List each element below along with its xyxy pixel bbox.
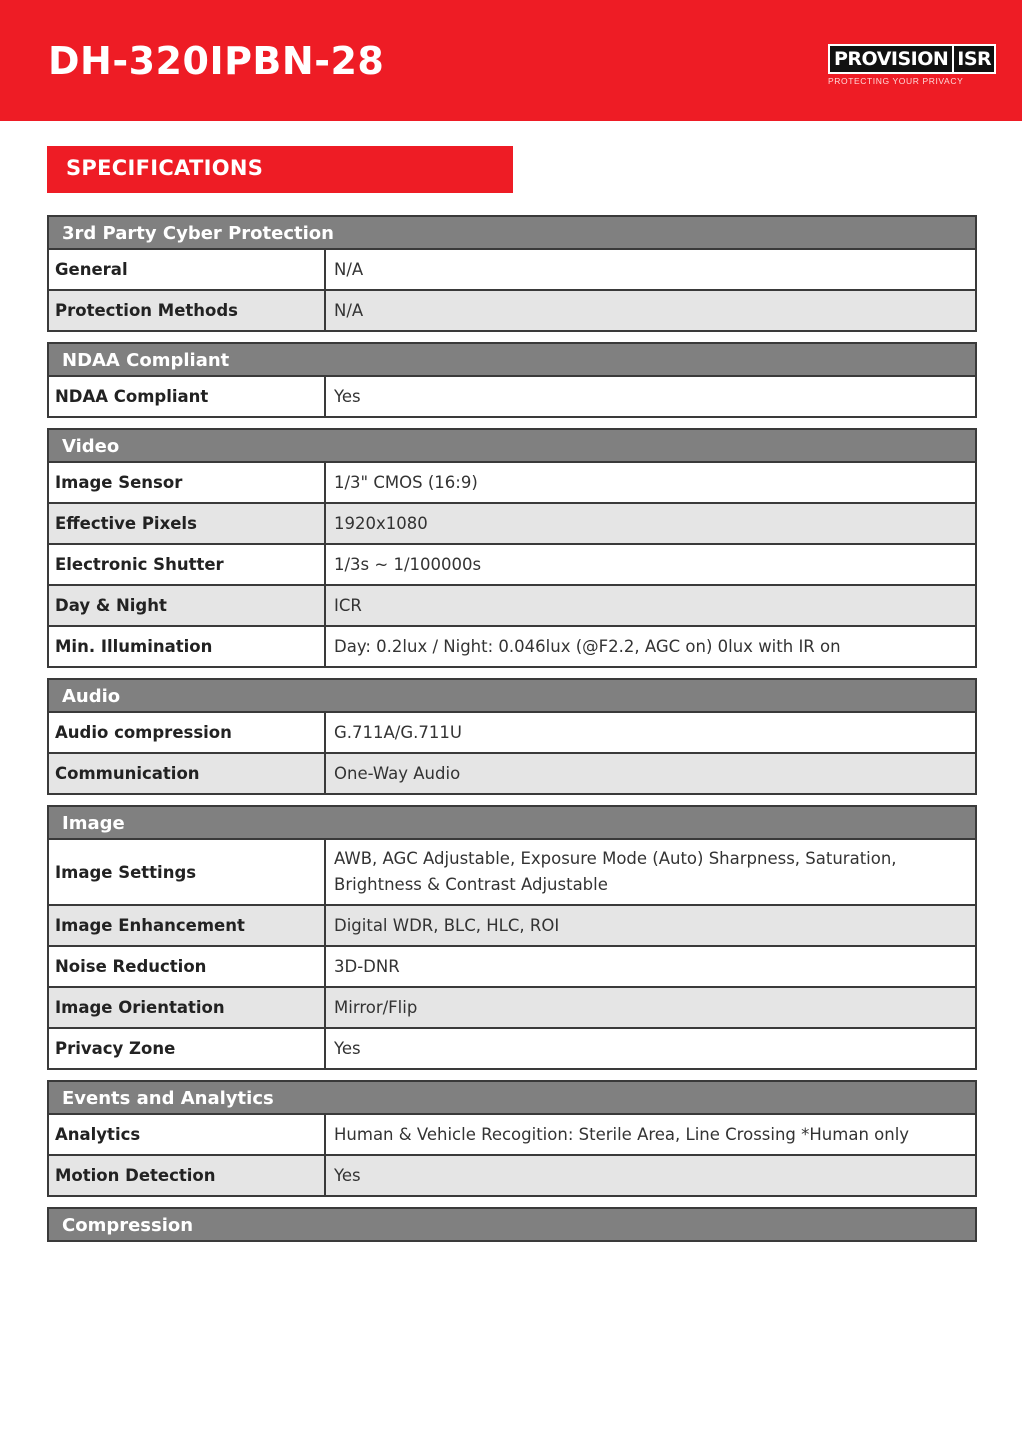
spec-label: Motion Detection: [49, 1156, 326, 1195]
spec-section: [47, 678, 977, 795]
spec-value: Yes: [334, 1165, 361, 1185]
spec-label: Analytics: [49, 1115, 326, 1154]
spec-value: 1920x1080: [334, 513, 428, 533]
spec-label: Image Enhancement: [49, 906, 326, 945]
spec-row: [47, 250, 977, 291]
spec-row: [47, 713, 977, 754]
section-header: Audio: [47, 678, 977, 713]
spec-value: N/A: [334, 300, 364, 320]
spec-section: [47, 342, 977, 418]
spec-value: Human & Vehicle Recogition: Sterile Area, Line Crossing *Human only: [334, 1124, 910, 1144]
spec-value: Mirror/Flip: [334, 997, 418, 1017]
spec-tables: [47, 215, 977, 1252]
spec-row: [47, 627, 977, 668]
section-header: Events and Analytics: [47, 1080, 977, 1115]
spec-section: [47, 428, 977, 668]
spec-value: Yes: [334, 386, 361, 406]
spec-value: AWB, AGC Adjustable, Exposure Mode (Auto) Sharpness, Saturation, Brightness & Contrast Adjustable: [334, 849, 897, 894]
spec-label: Noise Reduction: [49, 947, 326, 986]
model-title: DH-320IPBN-28: [48, 39, 385, 83]
logo-main-text: PROVISION: [828, 44, 954, 74]
spec-row: [47, 377, 977, 418]
spec-label: Communication: [49, 754, 326, 793]
spec-label: Privacy Zone: [49, 1029, 326, 1068]
page-header: [0, 0, 1022, 121]
spec-row: [47, 754, 977, 795]
spec-section: [47, 1207, 977, 1242]
spec-row: [47, 906, 977, 947]
spec-label: General: [49, 250, 326, 289]
spec-section: [47, 1080, 977, 1197]
section-header: 3rd Party Cyber Protection: [47, 215, 977, 250]
spec-row: [47, 463, 977, 504]
spec-value: N/A: [334, 259, 364, 279]
spec-value: 1/3s ~ 1/100000s: [334, 554, 482, 574]
spec-row: [47, 504, 977, 545]
logo-isr-text: ISR: [954, 44, 996, 74]
spec-value: One-Way Audio: [334, 763, 461, 783]
spec-row: [47, 1156, 977, 1197]
spec-value: 1/3" CMOS (16:9): [334, 472, 478, 492]
section-header: Image: [47, 805, 977, 840]
spec-value: Yes: [334, 1038, 361, 1058]
provision-isr-logo: [828, 44, 992, 88]
spec-row: [47, 291, 977, 332]
spec-value: ICR: [334, 595, 362, 615]
spec-row: [47, 947, 977, 988]
specifications-title: SPECIFICATIONS: [66, 156, 264, 180]
spec-row: [47, 545, 977, 586]
section-header: NDAA Compliant: [47, 342, 977, 377]
spec-row: [47, 1029, 977, 1070]
spec-label: Audio compression: [49, 713, 326, 752]
spec-label: Day & Night: [49, 586, 326, 625]
spec-value: 3D-DNR: [334, 956, 400, 976]
spec-label: Image Settings: [49, 840, 326, 904]
spec-row: [47, 840, 977, 906]
spec-value: Day: 0.2lux / Night: 0.046lux (@F2.2, AGC on) 0lux with IR on: [334, 636, 841, 656]
spec-label: Image Sensor: [49, 463, 326, 502]
spec-label: NDAA Compliant: [49, 377, 326, 416]
spec-value: Digital WDR, BLC, HLC, ROI: [334, 915, 560, 935]
spec-label: Electronic Shutter: [49, 545, 326, 584]
spec-row: [47, 1115, 977, 1156]
spec-section: [47, 215, 977, 332]
spec-row: [47, 988, 977, 1029]
spec-section: [47, 805, 977, 1070]
logo-wordmark: [828, 44, 992, 74]
section-header: Compression: [47, 1207, 977, 1242]
spec-label: Protection Methods: [49, 291, 326, 330]
spec-label: Image Orientation: [49, 988, 326, 1027]
spec-label: Min. Illumination: [49, 627, 326, 666]
spec-row: [47, 586, 977, 627]
spec-value: G.711A/G.711U: [334, 722, 462, 742]
section-header: Video: [47, 428, 977, 463]
logo-tagline: PROTECTING YOUR PRIVACY: [828, 76, 964, 86]
spec-label: Effective Pixels: [49, 504, 326, 543]
specifications-banner: [47, 146, 513, 193]
